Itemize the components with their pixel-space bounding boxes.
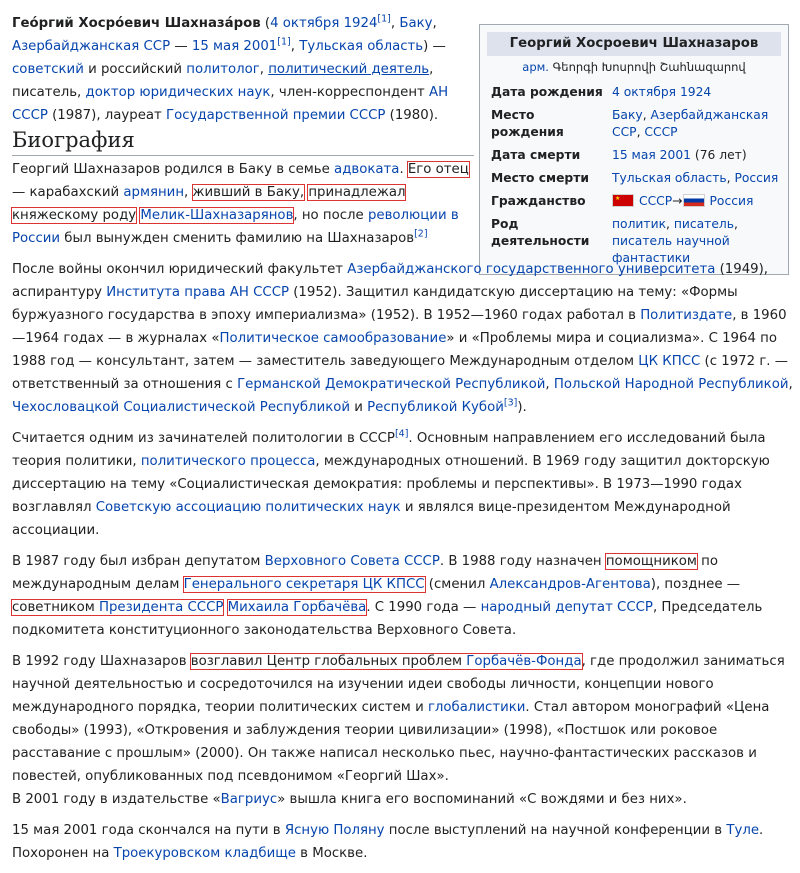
- text: ,: [390, 16, 400, 31]
- link-vagrius[interactable]: Вагриус: [220, 792, 278, 807]
- highlight-headed-center: [191, 654, 582, 669]
- link-citizenship-russia[interactable]: Россия: [709, 194, 754, 208]
- text: . С 1990 года —: [366, 600, 481, 615]
- text: (1980).: [385, 108, 439, 123]
- text: После войны окончил юридический факультет: [12, 262, 348, 277]
- paragraph-3: [12, 427, 798, 542]
- text: Георгий Шахназаров родился в Баку в семье: [12, 162, 335, 177]
- link-czechoslovakia[interactable]: Чехословацкой Социалистической Республикой: [12, 400, 351, 415]
- text: был вынужден сменить фамилию на Шахназаров: [60, 231, 415, 246]
- text: ,: [184, 185, 193, 200]
- text: . Стал автором монографий «Цена свободы» (1993), «Откровения и заблуждения теории цивилизации» (1998), «Постшок или роковое расставание с прошлым» (2000). Он также написал несколько пьес, научно-фантастических рассказов и повестей, опубликованных под псевдонимом «Георгий Шах».: [12, 700, 770, 784]
- link-birth-date[interactable]: 4 октября 1924: [612, 85, 712, 99]
- link-political-science-association[interactable]: Советскую ассоциацию политических наук: [95, 500, 401, 515]
- paragraph-1: [12, 158, 474, 250]
- link-peoples-deputy[interactable]: народный депутат СССР: [480, 600, 653, 615]
- paragraph-6: [12, 819, 798, 865]
- text: и: [350, 400, 368, 415]
- infobox-label: Род деятельности: [491, 217, 590, 248]
- link-gdr[interactable]: Германской Демократической Республикой: [237, 377, 546, 392]
- link-academy-of-sciences[interactable]: АН СССР: [12, 85, 449, 123]
- footnote-ref[interactable]: [4]: [394, 428, 409, 440]
- text: , член-корреспондент: [270, 85, 429, 100]
- text: В 1992 году Шахназаров: [12, 654, 191, 669]
- text: В 2001 году в издательстве «: [12, 792, 221, 807]
- text: ,: [290, 39, 300, 54]
- native-name-text: Գեորգի Խոսրովի Շահնազարով: [548, 60, 746, 74]
- paragraph-2: [12, 258, 798, 419]
- infobox-value: Баку, Азербайджанская ССР, СССР: [612, 108, 769, 139]
- link-ussr[interactable]: СССР: [644, 125, 678, 139]
- link-death-date[interactable]: 15 мая 2001: [612, 148, 691, 162]
- link-general-secretary[interactable]: Генерального секретаря ЦК КПСС: [183, 577, 425, 592]
- infobox-label: Место рождения: [491, 108, 564, 139]
- link-soviet[interactable]: советский: [12, 62, 84, 77]
- infobox-label: Гражданство: [491, 194, 586, 208]
- text: советником: [12, 600, 95, 615]
- text: ,: [432, 16, 437, 31]
- paragraph-5: [12, 650, 798, 811]
- link-aleksandrov-agentov[interactable]: Александров-Агентова: [489, 577, 651, 592]
- text: (1952). Защитил кандидатскую диссертацию на тему: «Формы буржуазного государства в эпоху империализма» (1952). В 1952—1960 годах работал в: [12, 285, 738, 323]
- paragraph-4: [12, 550, 798, 642]
- link-azerbaijan-ssr[interactable]: Азербайджанская ССР: [612, 108, 769, 139]
- link-azerbaijan-university[interactable]: Азербайджанского государственного университета: [347, 262, 716, 277]
- link-cc-cpsu[interactable]: ЦК КПСС: [638, 354, 701, 369]
- text: , писатель,: [12, 62, 434, 100]
- text: , где продолжил заниматься научной деятельностью и сосредоточился на изучении идеи свободы личности, концепции нового международного порядка, теории политических систем и: [12, 654, 785, 715]
- link-revolution[interactable]: революции в России: [12, 208, 459, 246]
- link-yasnaya-polyana[interactable]: Ясную Поляну: [284, 823, 385, 838]
- link-institute-of-law[interactable]: Института права АН СССР: [106, 285, 289, 300]
- article-subject-name: Гео́ргий Хосро́евич Шахназа́ров: [12, 16, 261, 31]
- infobox-row-birth-place: [485, 104, 783, 144]
- infobox-value: [610, 81, 783, 104]
- death-age: (76 лет): [690, 148, 747, 162]
- text: . Похоронен на: [12, 823, 764, 861]
- link-born-date[interactable]: 4 октября 1924: [270, 16, 378, 31]
- text: , в 1960—1964 годах — в журналах «: [12, 308, 787, 346]
- text: ).: [517, 400, 527, 415]
- infobox-label: Дата рождения: [491, 85, 603, 99]
- link-baku[interactable]: Баку: [399, 16, 433, 31]
- text: ), позднее —: [650, 577, 741, 592]
- text: (с 1972 г. — ответственный за отношения с: [12, 354, 789, 392]
- text: — карабахский: [12, 185, 124, 200]
- link-lawyer[interactable]: адвоката: [334, 162, 400, 177]
- link-political-self-education[interactable]: Политическое самообразование: [219, 331, 447, 346]
- highlight-lived-in-baku: живший в Баку,: [192, 185, 305, 200]
- link-armenian[interactable]: армянин: [123, 185, 185, 200]
- text: —: [170, 39, 192, 54]
- link-mikhail-gorbachev[interactable]: Михаила Горбачёва: [227, 600, 367, 615]
- link-armenian-language[interactable]: арм.: [522, 60, 549, 74]
- infobox-row-birth-date: [485, 81, 783, 104]
- link-poland[interactable]: Польской Народной Республикой: [553, 377, 789, 392]
- text: (сменил: [424, 577, 490, 592]
- link-citizenship-ussr[interactable]: СССР: [639, 194, 673, 208]
- text: » вышла книга его воспоминаний «С вождями и без них».: [277, 792, 687, 807]
- link-russia[interactable]: Россия: [734, 171, 779, 185]
- infobox-label: Дата смерти: [491, 148, 581, 162]
- lead-paragraph: [12, 12, 474, 127]
- text: . Основным направлением его исследований была теория политики,: [12, 431, 766, 469]
- text: и российский: [83, 62, 187, 77]
- text: » и «Проблемы мира и социализма». С 1964 по 1988 год — консультант, затем — заместитель заведующего Международным отделом: [12, 331, 777, 369]
- link-tula-oblast[interactable]: Тульская область: [299, 39, 424, 54]
- text: (: [260, 16, 271, 31]
- text: , Председатель подкомитета конституционного законодательства Верховного Совета.: [12, 600, 763, 638]
- link-politician[interactable]: политик: [612, 217, 666, 231]
- text: [223, 600, 227, 615]
- text: по международным делам: [12, 554, 718, 592]
- text: и являлся вице-президентом Международной ассоциации.: [12, 500, 731, 538]
- link-tula[interactable]: Туле: [726, 823, 760, 838]
- text: (1987), лауреат: [47, 108, 167, 123]
- text: , но после: [293, 208, 368, 223]
- infobox-native-name: [485, 59, 783, 75]
- text: после выступлений на научной конференции в: [384, 823, 727, 838]
- text: 15 мая 2001 года скончался на пути в: [12, 823, 285, 838]
- link-death-date[interactable]: 15 мая 2001: [191, 39, 278, 54]
- link-gorbachev-foundation[interactable]: Горбачёв-Фонда: [466, 654, 582, 669]
- link-president-ussr[interactable]: Президента СССР: [98, 600, 224, 615]
- link-melik-shakhnazaryan[interactable]: Мелик-Шахназарянов: [140, 208, 294, 223]
- link-azerbaijan-ssr[interactable]: Азербайджанская ССР: [12, 39, 171, 54]
- text: (1949), аспирантуру: [12, 262, 769, 300]
- footnote-ref[interactable]: [3]: [503, 397, 518, 409]
- text: В 1987 году был избран депутатом: [12, 554, 265, 569]
- link-politizdat[interactable]: Политиздате: [640, 308, 733, 323]
- text: .: [399, 162, 408, 177]
- link-state-prize[interactable]: Государственной премии СССР: [166, 108, 386, 123]
- text: ) —: [423, 39, 446, 54]
- link-cuba[interactable]: Республикой Кубой: [367, 400, 504, 415]
- text: , международных отношений. В 1969 году защитил докторскую диссертацию на тему «Социалистическая демократия: проблемы и перспективы». В 1973—1990 годах возглавлял: [12, 454, 770, 515]
- link-doctor-of-law[interactable]: доктор юридических наук: [85, 85, 271, 100]
- infobox-label: Место смерти: [491, 171, 589, 185]
- link-political-process[interactable]: политического процесса: [140, 454, 316, 469]
- link-writer[interactable]: писатель: [673, 217, 734, 231]
- text: ,: [259, 62, 269, 77]
- link-sf-writer[interactable]: писатель научной фантастики: [612, 234, 730, 265]
- text: ,: [788, 377, 793, 392]
- footnote-ref[interactable]: [1]: [277, 36, 291, 48]
- highlight-assistant: помощником: [605, 554, 697, 569]
- link-globalistics[interactable]: глобалистики: [427, 700, 526, 715]
- article-body: [12, 158, 798, 873]
- highlight-advisor: [12, 600, 223, 615]
- link-baku[interactable]: Баку: [612, 108, 643, 122]
- infobox-value: Тульская область, Россия: [612, 171, 779, 185]
- text: . В 1988 году назначен: [439, 554, 606, 569]
- arrow: →: [672, 194, 683, 208]
- section-heading-biography: Биография: [12, 125, 474, 156]
- link-troyekurovskoye-cemetery[interactable]: Троекуровском кладбище: [113, 846, 296, 861]
- text: в Москве.: [295, 846, 368, 861]
- link-politologist[interactable]: политолог: [186, 62, 260, 77]
- infobox-value: политик, писатель, писатель научной фантастики: [612, 217, 738, 265]
- link-political-figure[interactable]: политический деятель: [268, 62, 430, 77]
- infobox-title: Георгий Хосроевич Шахназаров: [487, 32, 781, 56]
- link-tula-oblast[interactable]: Тульская область: [612, 171, 727, 185]
- text: ,: [545, 377, 554, 392]
- link-supreme-soviet[interactable]: Верховного Совета СССР: [264, 554, 440, 569]
- highlight-father: Его отец: [407, 162, 469, 177]
- text: возглавил Центр глобальных проблем: [190, 654, 467, 669]
- footnote-ref[interactable]: [1]: [377, 13, 391, 25]
- text: Считается одним из зачинателей политологии в СССР: [12, 431, 395, 446]
- separator: ,: [642, 108, 651, 122]
- highlight-noble-family: принадлежал княжескому роду: [12, 185, 406, 223]
- footnote-ref[interactable]: [2]: [414, 228, 428, 240]
